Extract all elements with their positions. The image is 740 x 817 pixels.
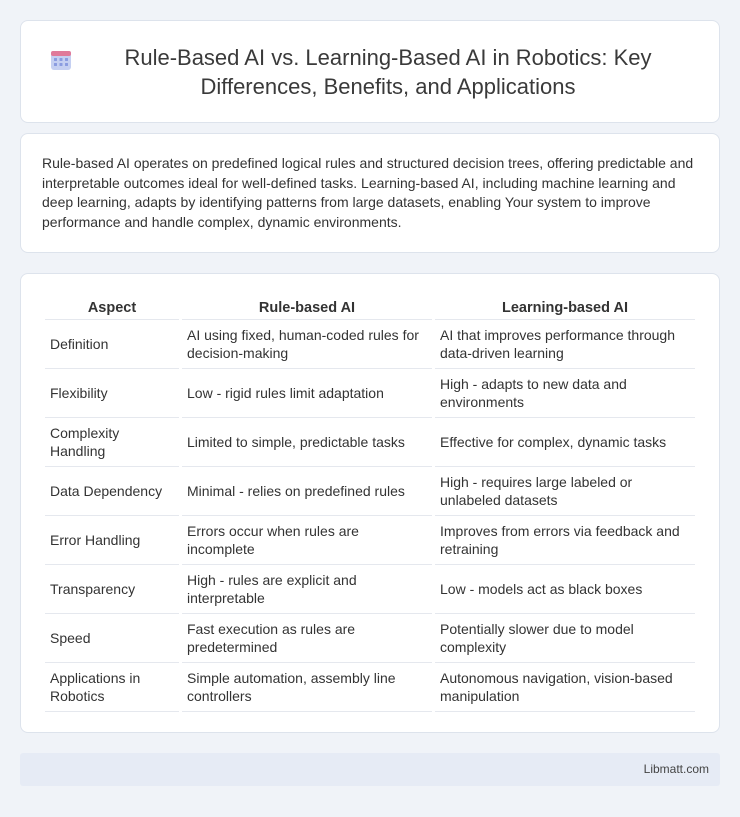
table-row [45, 320, 695, 369]
aspect-cell: Transparency [45, 565, 179, 614]
learning-based-cell: Improves from errors via feedback and retraining [435, 516, 695, 565]
rule-based-cell: AI using fixed, human-coded rules for decision-making [182, 320, 432, 369]
rule-based-cell: Errors occur when rules are incomplete [182, 516, 432, 565]
aspect-cell: Definition [45, 320, 179, 369]
aspect-cell: Flexibility [45, 369, 179, 418]
title-card [20, 20, 720, 123]
comparison-table [42, 296, 698, 712]
intro-card [20, 133, 720, 253]
rule-based-cell: Simple automation, assembly line controllers [182, 663, 432, 712]
table-row [45, 614, 695, 663]
learning-based-cell: High - requires large labeled or unlabeled datasets [435, 467, 695, 516]
table-row [45, 369, 695, 418]
header-rule-based: Rule-based AI [182, 296, 432, 320]
aspect-cell: Error Handling [45, 516, 179, 565]
learning-based-cell: High - adapts to new data and environments [435, 369, 695, 418]
aspect-cell: Complexity Handling [45, 418, 179, 467]
rule-based-cell: Fast execution as rules are predetermined [182, 614, 432, 663]
aspect-cell: Speed [45, 614, 179, 663]
rule-based-cell: High - rules are explicit and interpretable [182, 565, 432, 614]
header-aspect: Aspect [45, 296, 179, 320]
page-title: Rule-Based AI vs. Learning-Based AI in Robotics: Key Differences, Benefits, and Applications [124, 45, 652, 99]
rule-based-cell: Minimal - relies on predefined rules [182, 467, 432, 516]
aspect-cell: Data Dependency [45, 467, 179, 516]
footer-bar [20, 753, 720, 786]
footer-site-link[interactable]: Libmatt.com [643, 762, 709, 776]
learning-based-cell: Low - models act as black boxes [435, 565, 695, 614]
table-row [45, 467, 695, 516]
table-row [45, 516, 695, 565]
rule-based-cell: Low - rigid rules limit adaptation [182, 369, 432, 418]
learning-based-cell: Effective for complex, dynamic tasks [435, 418, 695, 467]
table-row [45, 418, 695, 467]
intro-paragraph: Rule-based AI operates on predefined logical rules and structured decision trees, offering predictable and interpretable outcomes ideal for well-defined tasks. Learning-based AI, including machine learning and deep learning, adapts by identifying patterns from large datasets, enabling Your system to improve performance and handle complex, dynamic environments. [42, 155, 694, 230]
learning-based-cell: Potentially slower due to model complexity [435, 614, 695, 663]
table-row [45, 663, 695, 712]
learning-based-cell: Autonomous navigation, vision-based manipulation [435, 663, 695, 712]
learning-based-cell: AI that improves performance through data-driven learning [435, 320, 695, 369]
aspect-cell: Applications in Robotics [45, 663, 179, 712]
header-learning-based: Learning-based AI [435, 296, 695, 320]
rule-based-cell: Limited to simple, predictable tasks [182, 418, 432, 467]
table-header-row [45, 296, 695, 320]
comparison-card [20, 273, 720, 733]
table-row [45, 565, 695, 614]
